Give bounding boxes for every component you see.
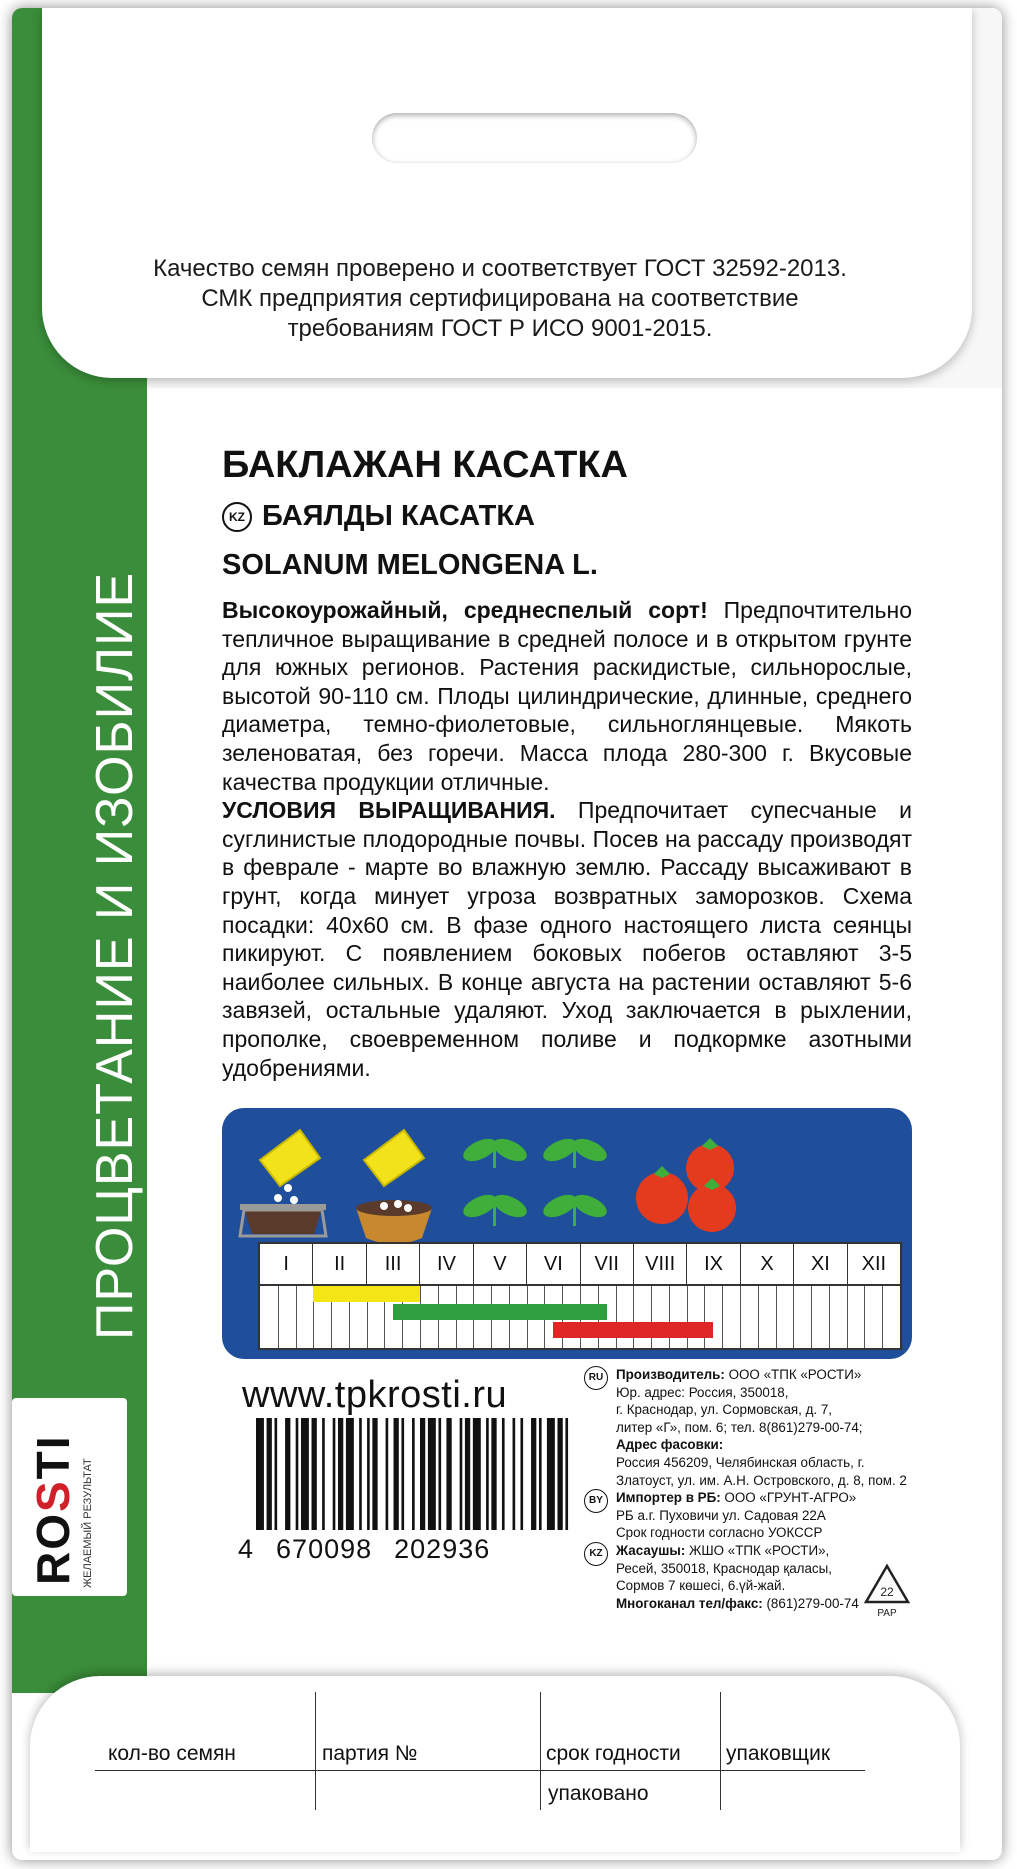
barcode-bar [359, 1418, 362, 1530]
month-cell: XI [794, 1244, 847, 1284]
month-cell: VI [527, 1244, 580, 1284]
barcode-bar [285, 1418, 290, 1530]
website-url[interactable]: www.tpkrosti.ru [242, 1374, 508, 1416]
quality-line: Качество семян проверено и соответствует ГОСТ 32592-2013. [153, 255, 847, 282]
month-cell: VIII [634, 1244, 687, 1284]
kz-line: Ресей, 350018, Краснодар қаласы, [616, 1560, 832, 1576]
barcode-bar [473, 1418, 481, 1530]
barcode-bar [412, 1418, 415, 1530]
month-cell: II [313, 1244, 366, 1284]
logo-part-red: S [27, 1479, 79, 1512]
barcode-digit-group: 670098 [276, 1534, 373, 1564]
barcode [256, 1418, 576, 1530]
product-title: БАКЛАЖАН КАСАТКА [222, 444, 628, 486]
decade-line [296, 1286, 297, 1348]
legal-line: Юр. адрес: Россия, 350018, [616, 1384, 789, 1400]
field-expiry: срок годности [546, 1742, 681, 1765]
barcode-bar [401, 1418, 404, 1530]
barcode-bar [296, 1418, 299, 1530]
logo-part: RO [27, 1512, 79, 1585]
importer-line: РБ а.г. Пуховичи ул. Садовая 22А [616, 1507, 826, 1523]
recycle-code: 22 [880, 1585, 894, 1599]
month-cell: XII [861, 1252, 887, 1275]
harvest-fruits-icon [636, 1138, 736, 1232]
month-cell: I [260, 1244, 313, 1284]
month-calendar [258, 1242, 902, 1350]
decade-line [616, 1286, 617, 1348]
barcode-bar [367, 1418, 370, 1530]
harvest-period-bar [553, 1322, 713, 1338]
recycle-icon [862, 1562, 912, 1620]
barcode-bar [465, 1418, 470, 1530]
decade-line [758, 1286, 759, 1348]
month-cell: III [367, 1244, 420, 1284]
planting-period-bar [393, 1304, 606, 1320]
decade-line [740, 1286, 741, 1348]
recycle-label: PAP [877, 1608, 897, 1619]
barcode-bar [394, 1418, 399, 1530]
decade-line [633, 1286, 634, 1348]
barcode-bar [256, 1418, 264, 1530]
decade-line [811, 1286, 812, 1348]
barcode-bar [491, 1418, 496, 1530]
barcode-digit-group: 4 [238, 1534, 255, 1564]
decade-line [776, 1286, 777, 1348]
field-packed: упаковано [548, 1782, 649, 1805]
logo-part: TI [27, 1434, 79, 1480]
barcode-bar [446, 1418, 451, 1530]
barcode-bar [513, 1418, 516, 1530]
quality-line: требованиям ГОСТ Р ИСО 9001-2015. [287, 315, 713, 342]
description [222, 596, 912, 1082]
month-cell: IX [687, 1244, 740, 1284]
description-lead: Высокоурожайный, среднеспелый сорт! [222, 597, 708, 623]
field-batch: партия № [322, 1742, 418, 1765]
conditions-heading: УСЛОВИЯ ВЫРАЩИВАНИЯ. [222, 797, 556, 824]
decade-line [882, 1286, 883, 1348]
decade-line [704, 1286, 705, 1348]
decade-line [829, 1286, 830, 1348]
month-cell: VII [581, 1244, 634, 1284]
legal-line: г. Краснодар, ул. Сормовская, д. 7, [616, 1402, 833, 1418]
description-body: Предпочтительно тепличное выращивание в средней полосе и в открытом грунте для южных регионов. Растения раскидистые, сильнорослые, высотой 90-110 см. Плоды цилиндрические, длинные, среднего диаметра, темно-фиолетовые, сильноглянцевые. Мякоть зеленоватая, без горечи. Масса плода 280-300 г. Вкусовые качества продукции отличные. [222, 597, 912, 795]
month-cell: V [474, 1244, 527, 1284]
latin-name: SOLANUM MELONGENA L. [222, 549, 598, 581]
field-seed-count: кол-во семян [108, 1742, 236, 1765]
barcode-bar [275, 1418, 278, 1530]
conditions-body: Предпочитает супесчаные и суглинистые плодородные почвы. Посев на рассаду производят в феврале - марте во влажную землю. Рассаду высаживают в грунт, когда минует угроза возвратных заморозков. Схема посадки: 40х60 см. В фазе одного настоящего листа сеянцы пикируют. С появлением боковых побегов оставляют 3-5 наиболее сильных. В конце августа на растении оставляют 5-6 завязей, остальные удаляют. Уход заключается в рыхлении, прополке, своевременном поливе и подкормке азотными удобрениями. [222, 797, 912, 1081]
barcode-bar [322, 1418, 325, 1530]
packing-line: Россия 456209, Челябинская область, г. [616, 1454, 865, 1470]
barcode-bar [520, 1418, 523, 1530]
barcode-bar [565, 1418, 568, 1530]
month-cell: X [741, 1244, 794, 1284]
sowing-period-bar [313, 1286, 420, 1302]
decade-line [687, 1286, 688, 1348]
seedlings-icon [460, 1134, 610, 1226]
barcode-digit-group: 202936 [394, 1534, 491, 1564]
month-header-row [260, 1244, 900, 1286]
producer-label: Производитель: [616, 1367, 725, 1382]
decade-line [651, 1286, 652, 1348]
importer-line: Срок годности согласно УОКССР [616, 1525, 823, 1541]
kz-line: Сормов 7 көшесі, 6.үй-жай. [616, 1578, 786, 1594]
quality-line: СМК предприятия сертифицирована на соответствие [201, 285, 799, 312]
fields-line [95, 1770, 865, 1771]
kz-circle-badge: KZ [584, 1542, 608, 1566]
by-importer-block [584, 1489, 924, 1542]
barcode-bar [502, 1418, 505, 1530]
barcode-bar [301, 1418, 309, 1530]
decade-line [669, 1286, 670, 1348]
hang-hole [372, 113, 697, 163]
barcode-bar [460, 1418, 463, 1530]
packing-line: Златоуст, ул. им. А.Н. Островского, д. 8, пом. 2 [616, 1472, 907, 1488]
by-badge: BY [584, 1489, 608, 1513]
barcode-bar [312, 1418, 317, 1530]
barcode-bar [338, 1418, 343, 1530]
month-grid [260, 1286, 900, 1348]
barcode-bar [547, 1418, 555, 1530]
kz-badge: KZ [222, 502, 252, 532]
decade-line [722, 1286, 723, 1348]
packing-label: Адрес фасовки: [616, 1437, 724, 1453]
decade-line [278, 1286, 279, 1348]
kz-subtitle [222, 500, 535, 533]
sowing-tray-icon [240, 1130, 326, 1236]
field-divider [315, 1692, 316, 1810]
kz-producer-name: ЖШО «ТПК «РОСТИ», [685, 1542, 830, 1558]
barcode-bar [420, 1418, 425, 1530]
phone-number: (861)279-00-74 [762, 1595, 859, 1611]
barcode-number [238, 1534, 490, 1565]
legal-line: литер «Г», пом. 6; тел. 8(861)279-00-74; [616, 1419, 863, 1435]
ru-badge: RU [584, 1366, 608, 1390]
barcode-bar [333, 1418, 336, 1530]
field-divider [540, 1692, 541, 1810]
barcode-bar [531, 1418, 536, 1530]
decade-line [793, 1286, 794, 1348]
sowing-pot-icon [356, 1130, 432, 1244]
decade-line [847, 1286, 848, 1348]
barcode-bar [346, 1418, 354, 1530]
barcode-bar [386, 1418, 389, 1530]
field-divider [720, 1692, 721, 1810]
quality-statement [120, 254, 880, 344]
kz-title: БАЯЛДЫ КАСАТКА [262, 500, 535, 532]
barcode-bar [539, 1418, 542, 1530]
kz-producer-label: Жасаушы: [616, 1542, 686, 1558]
ru-producer-block [584, 1366, 924, 1489]
barcode-bar [267, 1418, 272, 1530]
logo-tagline: ЖЕЛАЕМЫЙ РЕЗУЛЬТАТ [82, 1458, 94, 1588]
barcode-bar [428, 1418, 436, 1530]
barcode-bar [557, 1418, 562, 1530]
phone-label: Многоканал тел/факс: [616, 1595, 763, 1611]
barcode-bar [372, 1418, 377, 1530]
barcode-bar [438, 1418, 441, 1530]
field-packer: упаковщик [726, 1742, 831, 1765]
decade-line [864, 1286, 865, 1348]
month-cell: IV [420, 1244, 473, 1284]
rosti-logo [26, 1434, 80, 1585]
importer-name: ООО «ГРУНТ-АГРО» [720, 1490, 857, 1506]
side-slogan: ПРОЦВЕТАНИЕ И ИЗОБИЛИЕ [86, 571, 144, 1340]
importer-label: Импортер в РБ: [616, 1490, 721, 1506]
barcode-bar [486, 1418, 489, 1530]
producer-name: ООО «ТПК «РОСТИ» [724, 1367, 862, 1382]
